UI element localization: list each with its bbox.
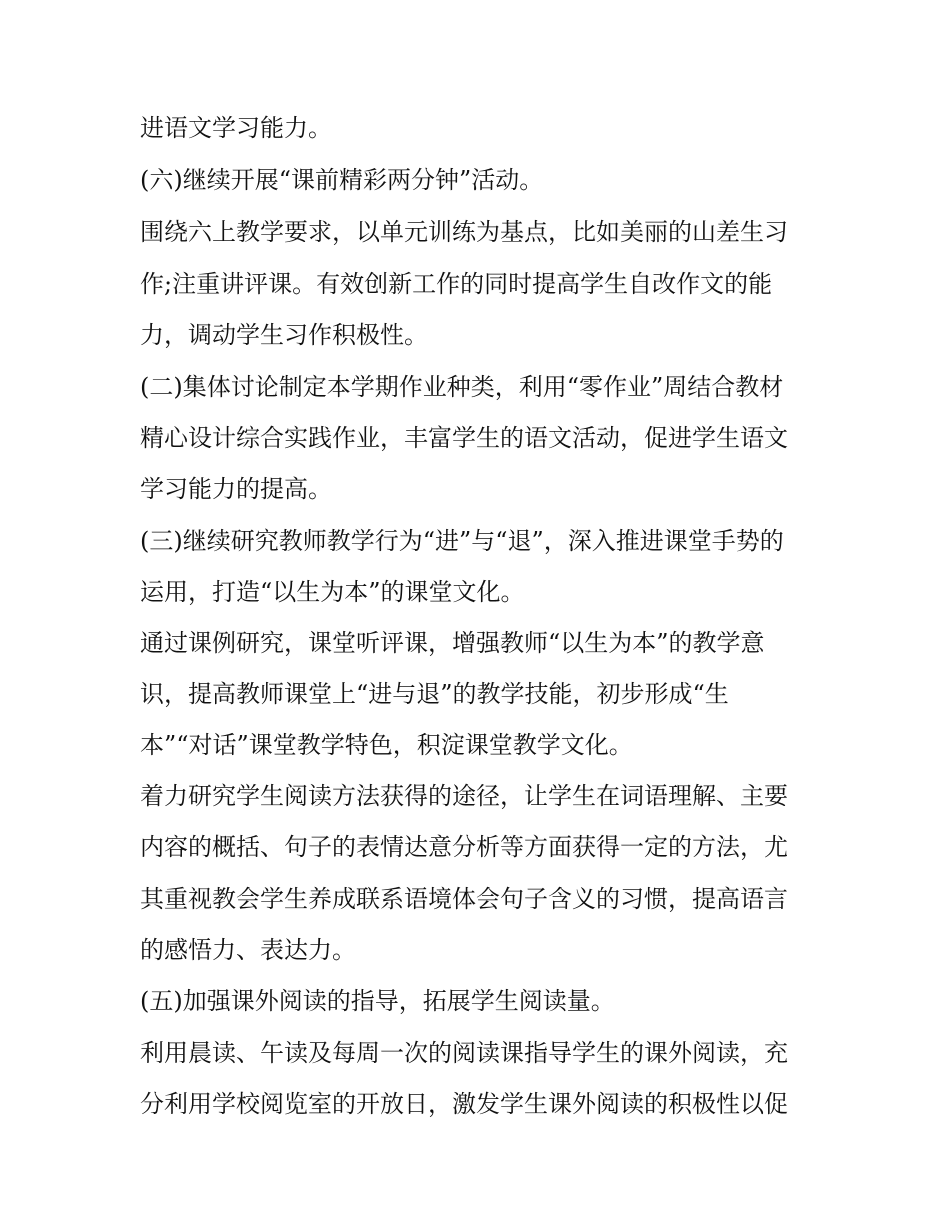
text-line: 本”“对话”课堂教学特色，积淀课堂教学文化。 <box>140 731 633 759</box>
text-line: 其重视教会学生养成联系语境体会句子含义的习惯，提高语言 <box>140 885 788 913</box>
text-line: 运用，打造“以生为本”的课堂文化。 <box>140 578 525 606</box>
section-heading-6: (六)继续开展“课前精彩两分钟”活动。 <box>140 166 544 194</box>
text-line: 识，提高教师课堂上“进与退”的教学技能，初步形成“生 <box>140 680 729 708</box>
section-heading-2: (二)集体讨论制定本学期作业种类，利用“零作业”周结合教材 <box>140 373 784 401</box>
text-line: 分利用学校阅览室的开放日，激发学生课外阅读的积极性以促 <box>140 1090 788 1118</box>
text-line: 力，调动学生习作积极性。 <box>140 321 428 349</box>
text-line: 利用晨读、午读及每周一次的阅读课指导学生的课外阅读，充 <box>140 1039 788 1067</box>
text-line: 围绕六上教学要求，以单元训练为基点，比如美丽的山差生习 <box>140 218 788 246</box>
section-heading-5: (五)加强课外阅读的指导，拓展学生阅读量。 <box>140 987 615 1015</box>
text-line: 进语文学习能力。 <box>140 114 332 142</box>
text-line: 着力研究学生阅读方法获得的途径，让学生在词语理解、主要 <box>140 782 788 810</box>
text-line: 学习能力的提高。 <box>140 475 332 503</box>
text-line: 内容的概括、句子的表情达意分析等方面获得一定的方法，尤 <box>140 833 788 861</box>
text-line: 作;注重讲评课。有效创新工作的同时提高学生自改作文的能 <box>140 270 773 298</box>
section-heading-3: (三)继续研究教师教学行为“进”与“退”，深入推进课堂手势的 <box>140 527 784 555</box>
text-line: 的感悟力、表达力。 <box>140 936 356 964</box>
text-line: 通过课例研究，课堂听评课，增强教师“以生为本”的教学意 <box>140 629 765 657</box>
text-line: 精心设计综合实践作业，丰富学生的语文活动，促进学生语文 <box>140 424 788 452</box>
